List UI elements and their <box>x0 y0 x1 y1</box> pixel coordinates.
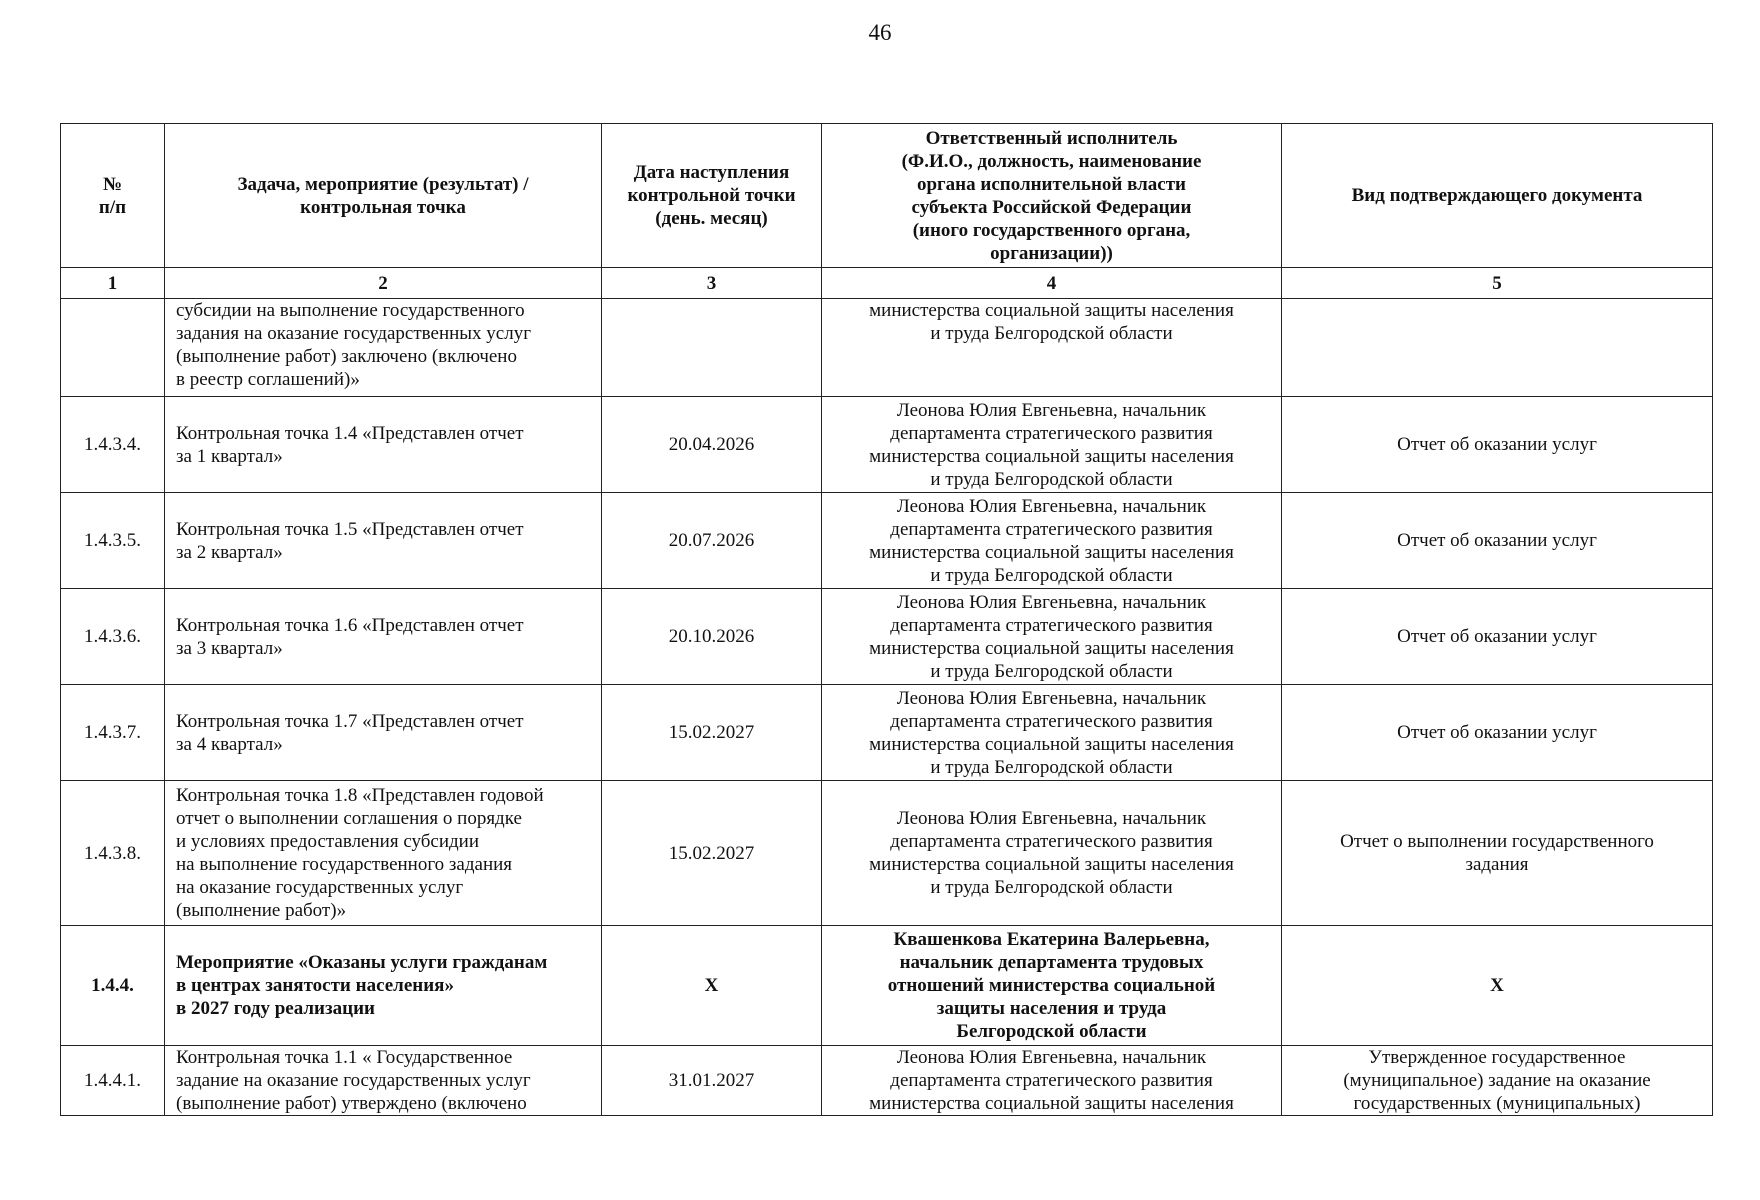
column-number: 5 <box>1282 268 1713 299</box>
table-row <box>61 299 1713 397</box>
row-number: 1.4.3.5. <box>61 493 165 589</box>
row-responsible: Леонова Юлия Евгеньевна, начальник департамента стратегического развития министерства социальной защиты населения и труда Белгородской области <box>822 493 1282 589</box>
column-number-row <box>61 268 1713 299</box>
row-number: 1.4.3.8. <box>61 781 165 926</box>
row-date: 15.02.2027 <box>602 685 822 781</box>
row-responsible: Леонова Юлия Евгеньевна, начальник департамента стратегического развития министерства социальной защиты населения <box>822 1046 1282 1116</box>
table-row <box>61 1046 1713 1116</box>
control-points-table <box>60 123 1713 1116</box>
row-document: Отчет о выполнении государственного задания <box>1282 781 1713 926</box>
row-responsible: Леонова Юлия Евгеньевна, начальник департамента стратегического развития министерства социальной защиты населения и труда Белгородской области <box>822 685 1282 781</box>
row-number: 1.4.3.4. <box>61 397 165 493</box>
row-responsible: Леонова Юлия Евгеньевна, начальник департамента стратегического развития министерства социальной защиты населения и труда Белгородской области <box>822 397 1282 493</box>
row-number: 1.4.4. <box>61 926 165 1046</box>
row-responsible: Леонова Юлия Евгеньевна, начальник департамента стратегического развития министерства социальной защиты населения и труда Белгородской области <box>822 589 1282 685</box>
row-document: Отчет об оказании услуг <box>1282 397 1713 493</box>
header-document: Вид подтверждающего документа <box>1282 124 1713 268</box>
row-task: Контрольная точка 1.7 «Представлен отчет за 4 квартал» <box>165 685 602 781</box>
row-document: Отчет об оказании услуг <box>1282 493 1713 589</box>
column-number: 3 <box>602 268 822 299</box>
row-number <box>61 299 165 397</box>
row-document: Х <box>1282 926 1713 1046</box>
row-date: 20.10.2026 <box>602 589 822 685</box>
row-task: Контрольная точка 1.4 «Представлен отчет за 1 квартал» <box>165 397 602 493</box>
table-row <box>61 397 1713 493</box>
row-date: 20.07.2026 <box>602 493 822 589</box>
header-number: № п/п <box>61 124 165 268</box>
column-number: 2 <box>165 268 602 299</box>
row-date <box>602 299 822 397</box>
table-row <box>61 493 1713 589</box>
row-date: 20.04.2026 <box>602 397 822 493</box>
row-date: 15.02.2027 <box>602 781 822 926</box>
page-number: 46 <box>868 20 892 45</box>
row-date: 31.01.2027 <box>602 1046 822 1116</box>
row-task: Контрольная точка 1.1 « Государственное задание на оказание государственных услуг (выполнение работ) утверждено (включено <box>165 1046 602 1116</box>
row-document: Отчет об оказании услуг <box>1282 685 1713 781</box>
table-row <box>61 685 1713 781</box>
row-date: Х <box>602 926 822 1046</box>
row-task: субсидии на выполнение государственного задания на оказание государственных услуг (выполнение работ) заключено (включено в реестр соглашений)» <box>165 299 602 397</box>
row-number: 1.4.4.1. <box>61 1046 165 1116</box>
header-date: Дата наступления контрольной точки (день. месяц) <box>602 124 822 268</box>
row-responsible: министерства социальной защиты населения и труда Белгородской области <box>822 299 1282 397</box>
row-task: Мероприятие «Оказаны услуги гражданам в центрах занятости населения» в 2027 году реализации <box>165 926 602 1046</box>
row-responsible: Леонова Юлия Евгеньевна, начальник департамента стратегического развития министерства социальной защиты населения и труда Белгородской области <box>822 781 1282 926</box>
header-responsible: Ответственный исполнитель (Ф.И.О., должность, наименование органа исполнительной власти субъекта Российской Федерации (иного государственного органа, организации)) <box>822 124 1282 268</box>
table-header-row <box>61 124 1713 268</box>
row-responsible: Квашенкова Екатерина Валерьевна, начальник департамента трудовых отношений министерства социальной защиты населения и труда Белгородской области <box>822 926 1282 1046</box>
row-task: Контрольная точка 1.8 «Представлен годовой отчет о выполнении соглашения о порядке и условиях предоставления субсидии на выполнение государственного задания на оказание государственных услуг (выполнение работ)» <box>165 781 602 926</box>
row-number: 1.4.3.7. <box>61 685 165 781</box>
row-document <box>1282 299 1713 397</box>
header-task: Задача, мероприятие (результат) / контрольная точка <box>165 124 602 268</box>
row-task: Контрольная точка 1.6 «Представлен отчет за 3 квартал» <box>165 589 602 685</box>
row-document: Утвержденное государственное (муниципальное) задание на оказание государственных (муниципальных) <box>1282 1046 1713 1116</box>
table-row-activity <box>61 926 1713 1046</box>
row-document: Отчет об оказании услуг <box>1282 589 1713 685</box>
row-task: Контрольная точка 1.5 «Представлен отчет за 2 квартал» <box>165 493 602 589</box>
table-row <box>61 781 1713 926</box>
row-number: 1.4.3.6. <box>61 589 165 685</box>
table-row <box>61 589 1713 685</box>
column-number: 4 <box>822 268 1282 299</box>
column-number: 1 <box>61 268 165 299</box>
